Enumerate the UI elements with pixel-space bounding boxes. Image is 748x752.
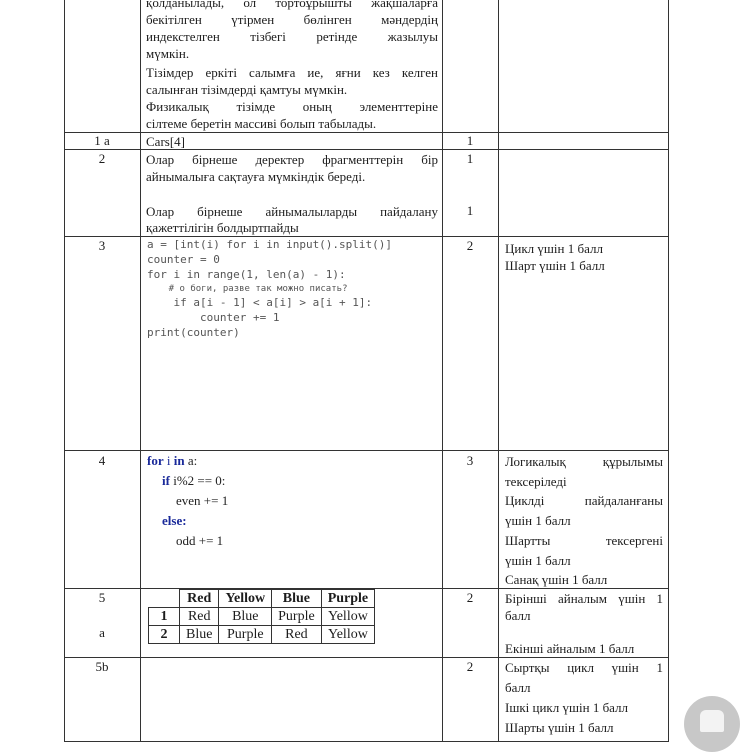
row-number: 1 a (94, 133, 110, 148)
table-cell: Yellow (321, 626, 374, 644)
table-index-cell: 1 (149, 608, 180, 626)
answer-text: Олар бірнеше айнымалыларды пайдалану (146, 204, 438, 219)
table-index-cell: 2 (149, 626, 180, 644)
code-keyword: else: (162, 513, 187, 528)
criteria-text: Цикл үшін 1 балл (505, 241, 603, 256)
answer-text: Олар бірнеше деректер фрагменттерін бір (146, 152, 438, 167)
table-cell: Red (272, 626, 322, 644)
table-border-bottom (64, 741, 669, 742)
table-corner-cell (149, 590, 180, 608)
answer-text: қажеттілігін болдыртпайды (146, 220, 299, 235)
criteria-text: тексеріледі (505, 474, 567, 489)
criteria-text: балл (505, 608, 531, 623)
table-cell: Yellow (321, 608, 374, 626)
code-line: print(counter) (147, 326, 240, 339)
code-token: a: (184, 453, 198, 468)
row-number: 3 (98, 238, 106, 253)
answer-text: айнымалыға сақтауға мүмкіндік береді. (146, 169, 366, 184)
criteria-text: Циклді пайдаланғаны (505, 493, 663, 508)
table-border-col1 (140, 0, 141, 742)
continued-text-line: салынған тізімдерді қамтуы мүмкін. (146, 82, 348, 97)
table-cell: Red (180, 608, 219, 626)
criteria-text: Екінші айналым 1 балл (505, 641, 635, 656)
code-keyword: if (162, 473, 170, 488)
criteria-text: Сыртқы цикл үшін 1 (505, 660, 663, 675)
table-row (149, 626, 375, 644)
code-token: i (163, 453, 174, 468)
code-line (162, 471, 225, 491)
code-line (147, 451, 197, 471)
continued-text-line: сілтеме беретін массиві болып табылады. (146, 116, 377, 131)
row-divider (64, 657, 669, 658)
code-line: counter = 0 (147, 253, 220, 266)
row-number: 2 (98, 151, 106, 166)
table-cell: Purple (219, 626, 272, 644)
score: 2 (466, 238, 474, 253)
continued-text-line: индекстелген тізбегі ретінде жазылуы (146, 29, 438, 44)
continued-text-line: бекітілген үтірмен бөлінген мәндердің (146, 12, 438, 27)
code-line: a = [int(i) for i in input().split()] (147, 238, 393, 251)
code-keyword: in (173, 453, 185, 468)
continued-text-line: Физикалық тізімде оның элементтеріне (146, 99, 438, 114)
table-header-row (149, 590, 375, 608)
criteria-text: үшін 1 балл (505, 553, 571, 568)
code-keyword: for (147, 453, 164, 468)
criteria-text: балл (505, 680, 531, 695)
row-number: 5 (98, 590, 106, 605)
criteria-text: Шартты тексергені (505, 533, 663, 548)
code-line: odd += 1 (176, 533, 224, 548)
row-sub-label: a (99, 625, 105, 640)
table-border-col3 (498, 0, 499, 742)
code-line: even += 1 (176, 493, 229, 508)
criteria-text: Санақ үшін 1 балл (505, 572, 608, 587)
criteria-text: Шарт үшін 1 балл (505, 258, 605, 273)
score: 1 (466, 203, 474, 218)
code-line: for i in range(1, len(a) - 1): (147, 268, 346, 281)
continued-text-line: қолданылады, ол тортоұрышты жақшаларға (146, 0, 438, 10)
row-number: 4 (98, 453, 106, 468)
table-border-right (668, 0, 669, 742)
code-line: counter += 1 (147, 311, 280, 324)
table-cell: Blue (219, 608, 272, 626)
answer-text: Cars[4] (146, 134, 185, 149)
criteria-text: Логикалық құрылымы (505, 454, 663, 469)
row-number: 5b (95, 659, 109, 674)
table-cell: Purple (272, 608, 322, 626)
criteria-text: Бірінші айналым үшін 1 (505, 591, 663, 606)
criteria-text: Ішкі цикл үшін 1 балл (505, 700, 629, 715)
criteria-text: Шарты үшін 1 балл (505, 720, 614, 735)
code-comment: # о боги, разве так можно писать? (147, 284, 348, 294)
score: 3 (466, 453, 474, 468)
table-border-col2 (442, 0, 443, 742)
table-header-cell: Purple (321, 590, 374, 608)
floating-overlay-button[interactable] (684, 696, 740, 752)
score: 2 (466, 590, 474, 605)
table-header-cell: Yellow (219, 590, 272, 608)
continued-text-line: Тізімдер еркіті салымға ие, яғни кез келген (146, 65, 438, 80)
code-token: i%2 == 0: (169, 473, 226, 488)
table-cell: Blue (180, 626, 219, 644)
table-header-cell: Blue (272, 590, 322, 608)
colors-table (148, 589, 375, 644)
table-row (149, 608, 375, 626)
table-header-cell: Red (180, 590, 219, 608)
score: 1 (466, 133, 474, 148)
score: 1 (466, 151, 474, 166)
code-line: if a[i - 1] < a[i] > a[i + 1]: (147, 296, 373, 309)
score: 2 (466, 659, 474, 674)
continued-text-line: мүмкін. (146, 46, 190, 61)
criteria-text: үшін 1 балл (505, 513, 571, 528)
